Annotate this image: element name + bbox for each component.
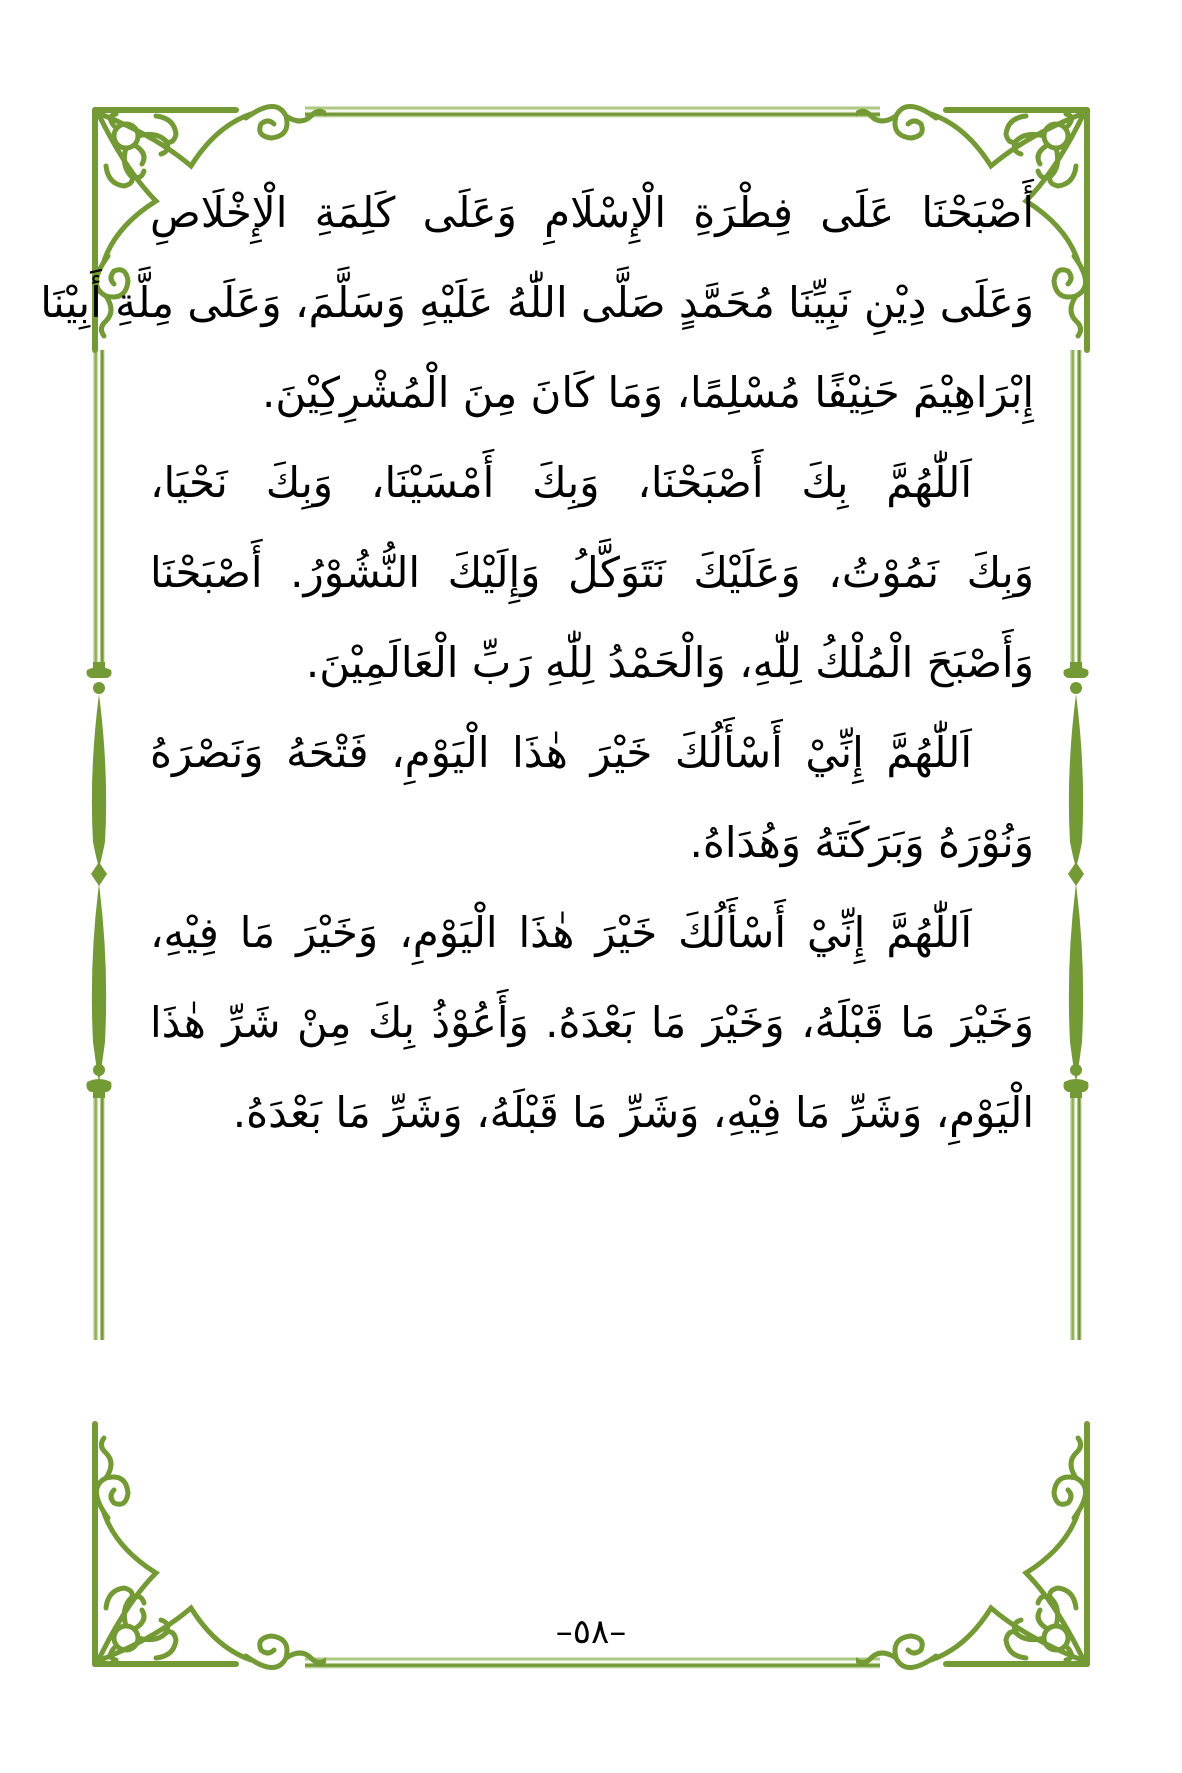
paragraph-khayra-hadha-alyawm-wa-sharri <box>150 888 1034 1158</box>
text-line: وَخَيْرَ مَا قَبْلَهُ، وَخَيْرَ مَا بَعْدَهُ. وَأَعُوْذُ بِكَ مِنْ شَرِّ هٰذَا <box>150 998 1034 1047</box>
paragraph-morning-fitrah <box>40 168 1034 438</box>
text-line: اَللّٰهُمَّ بِكَ أَصْبَحْنَا، وَبِكَ أَمْسَيْنَا، وَبِكَ نَحْيَا، <box>150 458 972 507</box>
text-line: اَللّٰهُمَّ إِنِّيْ أَسْأَلُكَ خَيْرَ هٰذَا الْيَوْمِ، فَتْحَهُ وَنَصْرَهُ <box>150 728 972 777</box>
text-line: وَأَصْبَحَ الْمُلْكُ لِلّٰهِ، وَالْحَمْدُ لِلّٰهِ رَبِّ الْعَالَمِيْنَ. <box>305 638 1034 687</box>
dua-text-body <box>40 168 1034 1158</box>
paragraph-bika-asbahna <box>150 438 1034 708</box>
text-line: الْيَوْمِ، وَشَرِّ مَا فِيْهِ، وَشَرِّ مَا قَبْلَهُ، وَشَرِّ مَا بَعْدَهُ. <box>232 1088 1034 1137</box>
page-number: –٥٨– <box>555 1612 627 1652</box>
frame-right-border-upper <box>1070 350 1082 670</box>
spindle-ornament-icon <box>79 662 119 1098</box>
text-line: اَللّٰهُمَّ إِنِّيْ أَسْأَلُكَ خَيْرَ هٰذَا الْيَوْمِ، وَخَيْرَ مَا فِيْهِ، <box>150 908 972 957</box>
text-line: أَصْبَحْنَا عَلَى فِطْرَةِ الْإِسْلَامِ وَعَلَى كَلِمَةِ الْإِخْلَاصِ <box>150 188 1034 237</box>
paragraph-khayra-hadha-alyawm-fathahu <box>150 708 1034 888</box>
text-line: وَبِكَ نَمُوْتُ، وَعَلَيْكَ نَتَوَكَّلُ وَإِلَيْكَ النُّشُوْرُ. أَصْبَحْنَا <box>150 548 1034 597</box>
text-line: إِبْرَاهِيْمَ حَنِيْفًا مُسْلِمًا، وَمَا كَانَ مِنَ الْمُشْرِكِيْنَ. <box>262 368 1034 417</box>
frame-top-border <box>305 106 880 118</box>
frame-right-border-lower <box>1070 1090 1082 1340</box>
text-line: وَعَلَى دِيْنِ نَبِيِّنَا مُحَمَّدٍ صَلَّى اللّٰهُ عَلَيْهِ وَسَلَّمَ، وَعَلَى مِلَّةِ أَبِيْنَا <box>40 278 1034 327</box>
frame-left-border-lower <box>93 1090 105 1340</box>
frame-bottom-border <box>305 1657 880 1669</box>
text-line: وَنُوْرَهُ وَبَرَكَتَهُ وَهُدَاهُ. <box>689 818 1034 867</box>
frame-left-border-upper <box>93 350 105 670</box>
spindle-ornament-icon <box>1056 662 1096 1098</box>
